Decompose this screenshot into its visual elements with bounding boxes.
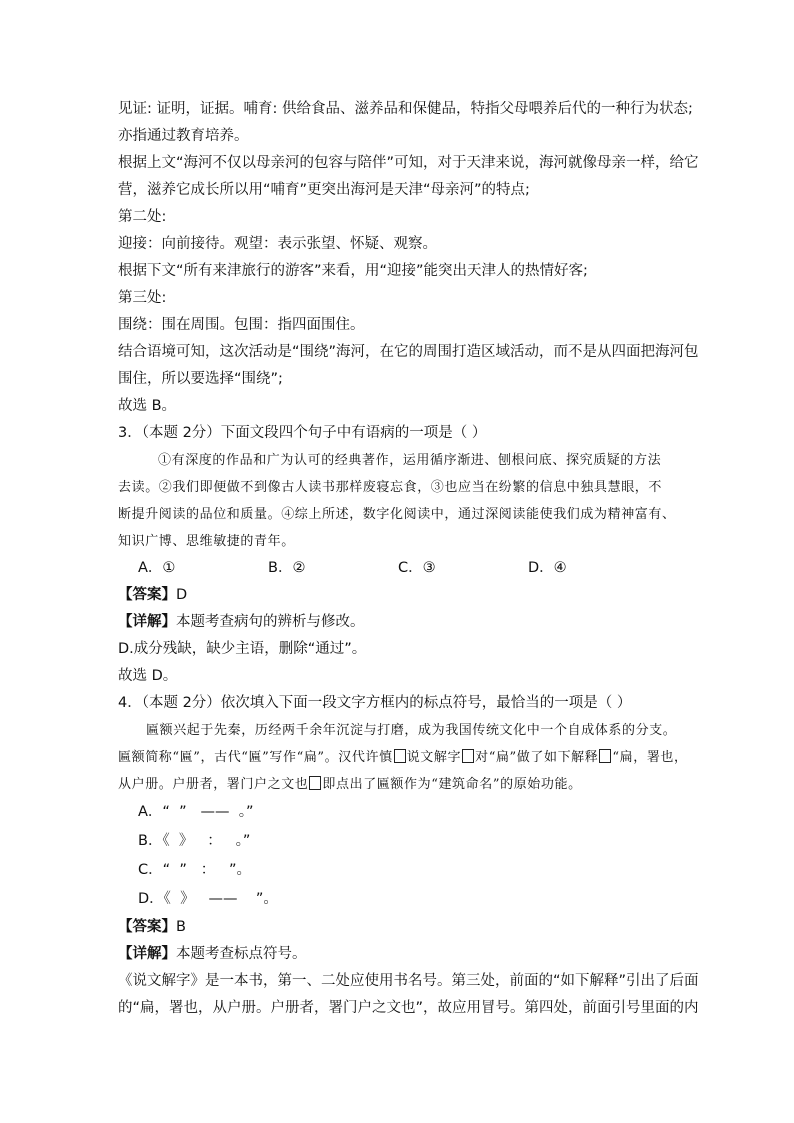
question-3-heading: 3．（本题 2分）下面文段四个句子中有语病的一项是（ ） (118, 425, 487, 441)
text-line: 第三处: (118, 290, 167, 306)
q4-option-a: A．“ ” —— 。” (138, 804, 254, 820)
text-line: 根据上文“海河不仅以母亲河的包容与陪伴”可知，对于天津来说，海河就像母亲一样，给它 (118, 155, 699, 171)
q4-option-c: C．“ ” ： ”。 (138, 862, 252, 878)
q4-explain-line: 《说文解字》是一本书，第一、二处应使用书名号。第三处，前面的“如下解释”引出了后面 (118, 973, 699, 989)
text-line: 根据下文“所有来津旅行的游客”来看，用“迎接”能突出天津人的热情好客; (118, 263, 588, 279)
text-line: 结合语境可知，这次活动是“围绕”海河，在它的周围打造区域活动，而不是从四面把海河包 (118, 344, 699, 360)
q4-passage-text: 对“扁”做了如下解释 (475, 750, 599, 765)
question-4-heading: 4．（本题 2分）依次填入下面一段文字方框内的标点符号，最恰当的一项是（ ） (118, 695, 632, 711)
text-line: 围住，所以要选择“围绕”; (118, 371, 283, 387)
q3-options (118, 555, 678, 582)
q4-answer-line (118, 914, 678, 941)
q3-answer-line (118, 582, 678, 609)
q3-option-b: B．② (268, 560, 306, 576)
answer-tag: 【答案】 (118, 919, 176, 935)
text-line: 亦指通过教育培养。 (118, 128, 249, 144)
text-line: 迎接：向前接待。观望：表示张望、怀疑、观察。 (118, 236, 437, 252)
text-line: 见证: 证明，证据。哺育: 供给食品、滋养品和保健品，特指父母喂养后代的一种行为状态; (118, 101, 693, 117)
q4-passage-text: 从户册。户册者，署门户之文也 (118, 777, 309, 792)
detail-tag: 【详解】 (118, 614, 176, 630)
answer-value: D (176, 587, 188, 603)
q3-passage-line: 断提升阅读的品位和质量。④综上所述，数字化阅读中，通过深阅读能使我们成为精神富有、 (118, 507, 676, 522)
blank-box (309, 776, 321, 790)
q4-passage-text: 即点出了匾额作为“建筑命名”的原始功能。 (322, 777, 582, 792)
text-line: 故选 B。 (118, 398, 177, 414)
q3-option-c: C．③ (398, 560, 436, 576)
q4-passage-line (118, 771, 678, 798)
q3-passage-line: ①有深度的作品和广为认可的经典著作，运用循序渐进、刨根问底、探究质疑的方法 (158, 453, 662, 468)
q4-option-b: B．《 》 ： 。” (138, 833, 251, 849)
detail-tag: 【详解】 (118, 946, 176, 962)
q3-passage-line: 去读。②我们即便做不到像古人读书那样废寝忘食，③也应当在纷繁的信息中独具慧眼，不 (118, 480, 663, 495)
q3-explain-line: D.成分残缺，缺少主语，删除“通过”。 (118, 641, 367, 657)
q3-conclusion-line: 故选 D。 (118, 668, 178, 684)
detail-text: 本题考查病句的辨析与修改。 (176, 614, 365, 630)
q3-option-a: A．① (138, 560, 176, 576)
q3-passage-line: 知识广博、思维敏捷的青年。 (118, 534, 295, 549)
text-line: 第二处: (118, 209, 167, 225)
answer-tag: 【答案】 (118, 587, 176, 603)
q4-passage-line (118, 744, 688, 771)
q4-passage-text: “扁，署也， (612, 750, 688, 765)
answer-value: B (176, 919, 186, 935)
blank-box (462, 749, 474, 763)
q4-explain-line: 的“扁，署也，从户册。户册者，署门户之文也”，故应用冒号。第四处，前面引号里面的内 (118, 1000, 699, 1016)
q4-option-d: D．《 》 —— ”。 (138, 891, 278, 907)
q4-passage-line: 匾额兴起于先秦，历经两千余年沉淀与打磨，成为我国传统文化中一个自成体系的分支。 (146, 723, 677, 738)
text-line: 营，滋养它成长所以用“哺育”更突出海河是天津“母亲河”的特点; (118, 182, 530, 198)
q4-passage-text: 说文解字 (406, 750, 462, 765)
q4-detail-line (118, 941, 678, 968)
document-content (118, 96, 699, 1022)
blank-box (394, 749, 406, 763)
blank-box (599, 749, 611, 763)
text-line: 围绕：围在周围。包围：指四面围住。 (118, 317, 365, 333)
q3-detail-line (118, 609, 678, 636)
q4-passage-text: 匾额简称“匾”，古代“匾”写作“扁”。汉代许慎 (118, 750, 393, 765)
detail-text: 本题考查标点符号。 (176, 946, 307, 962)
q3-option-d: D．④ (528, 560, 567, 576)
